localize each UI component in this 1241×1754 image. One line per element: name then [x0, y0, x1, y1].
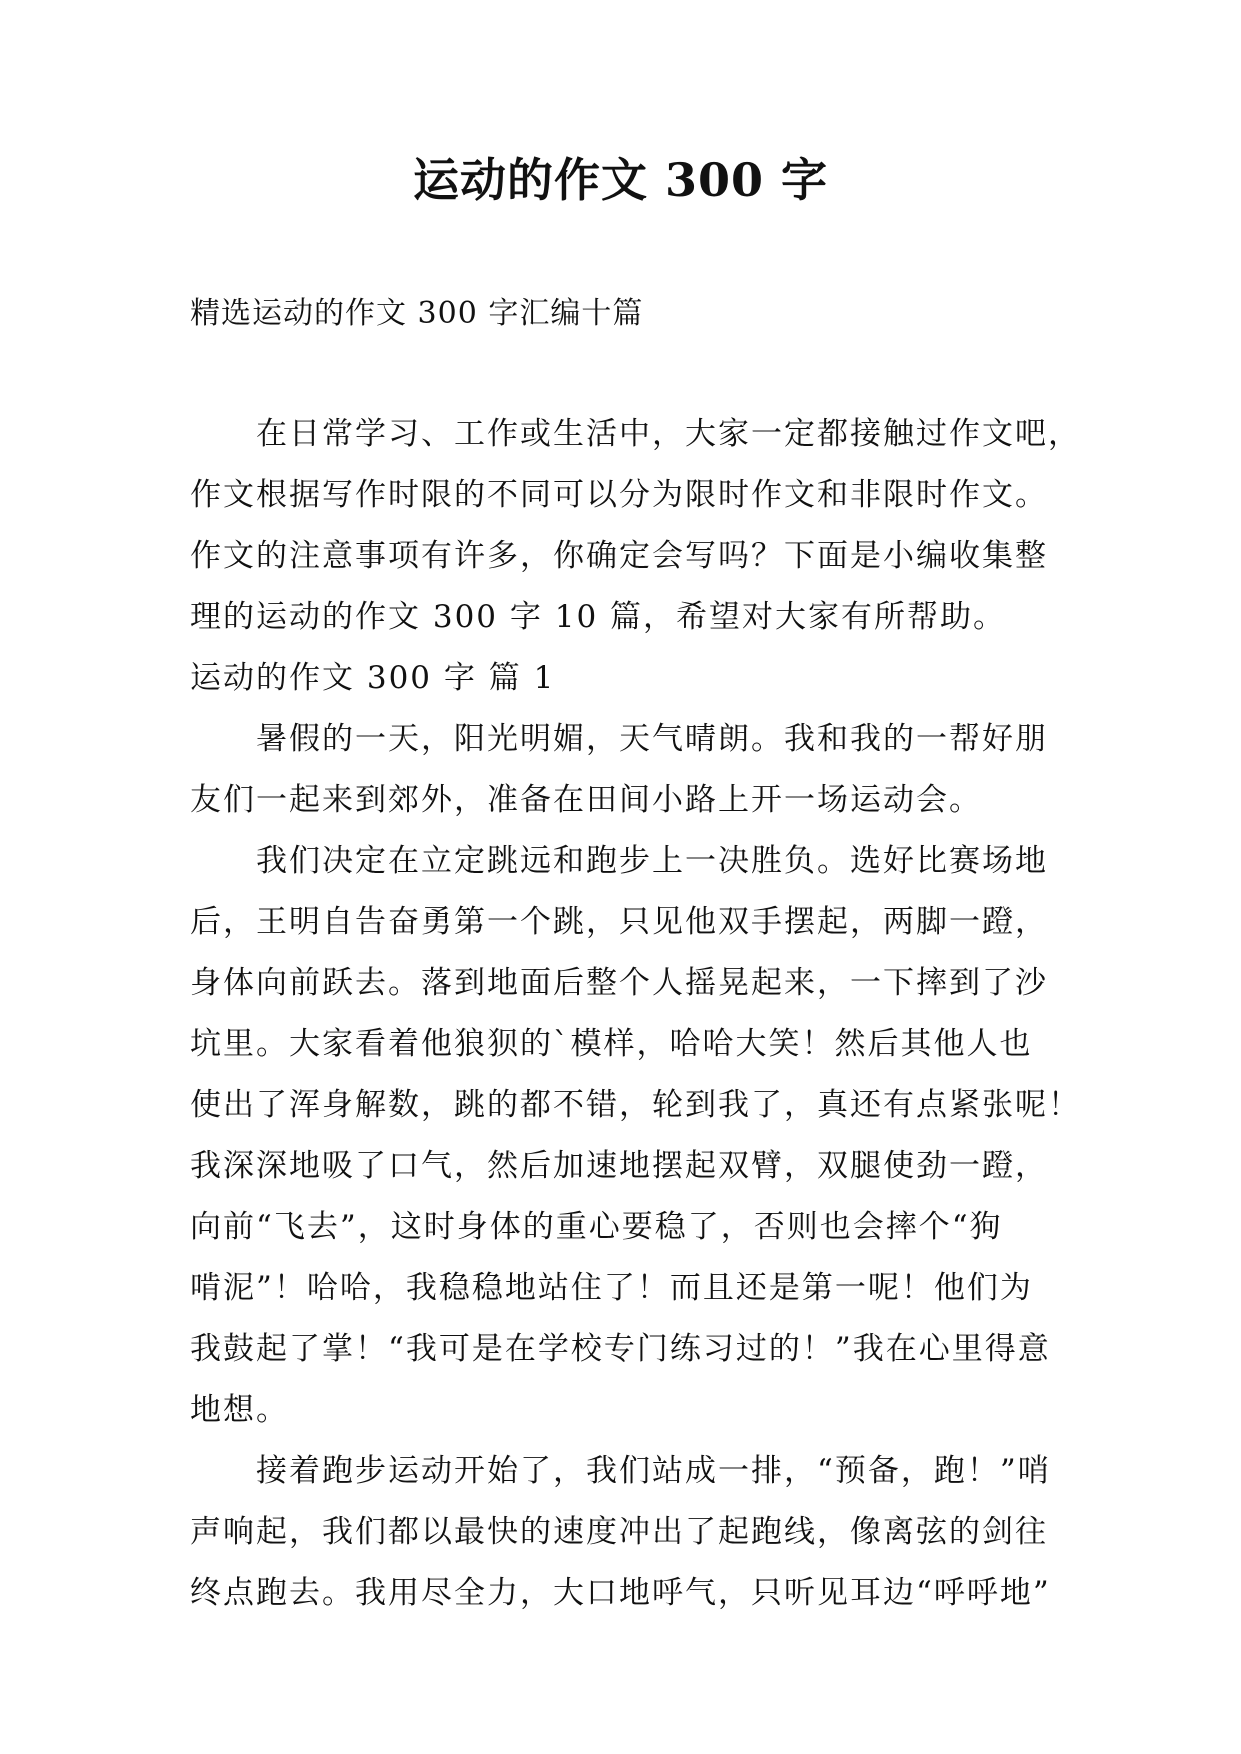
paragraph-line: 暑假的一天，阳光明媚，天气晴朗。我和我的一帮好朋 [256, 721, 1048, 757]
paragraph-line: 声响起，我们都以最快的速度冲出了起跑线，像离弦的剑往 [190, 1514, 1048, 1550]
paragraph-line: 接着跑步运动开始了，我们站成一排，“预备，跑！”哨 [256, 1453, 1051, 1489]
paragraph-line: 地想。 [190, 1392, 289, 1428]
paragraph-line: 使出了浑身解数，跳的都不错，轮到我了，真还有点紧张呢！ [190, 1087, 1081, 1123]
paragraph-line: 啃泥”！哈哈，我稳稳地站住了！而且还是第一呢！他们为 [190, 1270, 1033, 1306]
paragraph-line: 坑里。大家看着他狼狈的`模样，哈哈大笑！然后其他人也 [190, 1026, 1033, 1062]
paragraph-line: 友们一起来到郊外，准备在田间小路上开一场运动会。 [190, 782, 982, 818]
section-heading: 运动的作文 300 字 篇 1 [190, 660, 556, 696]
paragraph-line: 我鼓起了掌！“我可是在学校专门练习过的！”我在心里得意 [190, 1331, 1051, 1367]
paragraph-line: 终点跑去。我用尽全力，大口地呼气，只听见耳边“呼呼地” [190, 1575, 1051, 1611]
paragraph-line: 作文根据写作时限的不同可以分为限时作文和非限时作文。 [190, 477, 1048, 513]
paragraph-line: 在日常学习、工作或生活中，大家一定都接触过作文吧， [256, 416, 1081, 452]
document-title: 运动的作文 300 字 [412, 153, 829, 207]
paragraph-line: 身体向前跃去。落到地面后整个人摇晃起来，一下摔到了沙 [190, 965, 1048, 1001]
paragraph-line: 向前“飞去”，这时身体的重心要稳了，否则也会摔个“狗 [190, 1209, 1003, 1245]
document-body [190, 404, 1085, 1624]
paragraph-line: 作文的注意事项有许多，你确定会写吗？下面是小编收集整 [190, 538, 1048, 574]
paragraph-line: 我深深地吸了口气，然后加速地摆起双臂，双腿使劲一蹬， [190, 1148, 1048, 1184]
paragraph-line: 我们决定在立定跳远和跑步上一决胜负。选好比赛场地 [256, 843, 1048, 879]
paragraph-line: 理的运动的作文 300 字 10 篇，希望对大家有所帮助。 [190, 599, 1007, 635]
paragraph-line: 后，王明自告奋勇第一个跳，只见他双手摆起，两脚一蹬， [190, 904, 1048, 940]
document-subtitle: 精选运动的作文 300 字汇编十篇 [190, 296, 644, 331]
